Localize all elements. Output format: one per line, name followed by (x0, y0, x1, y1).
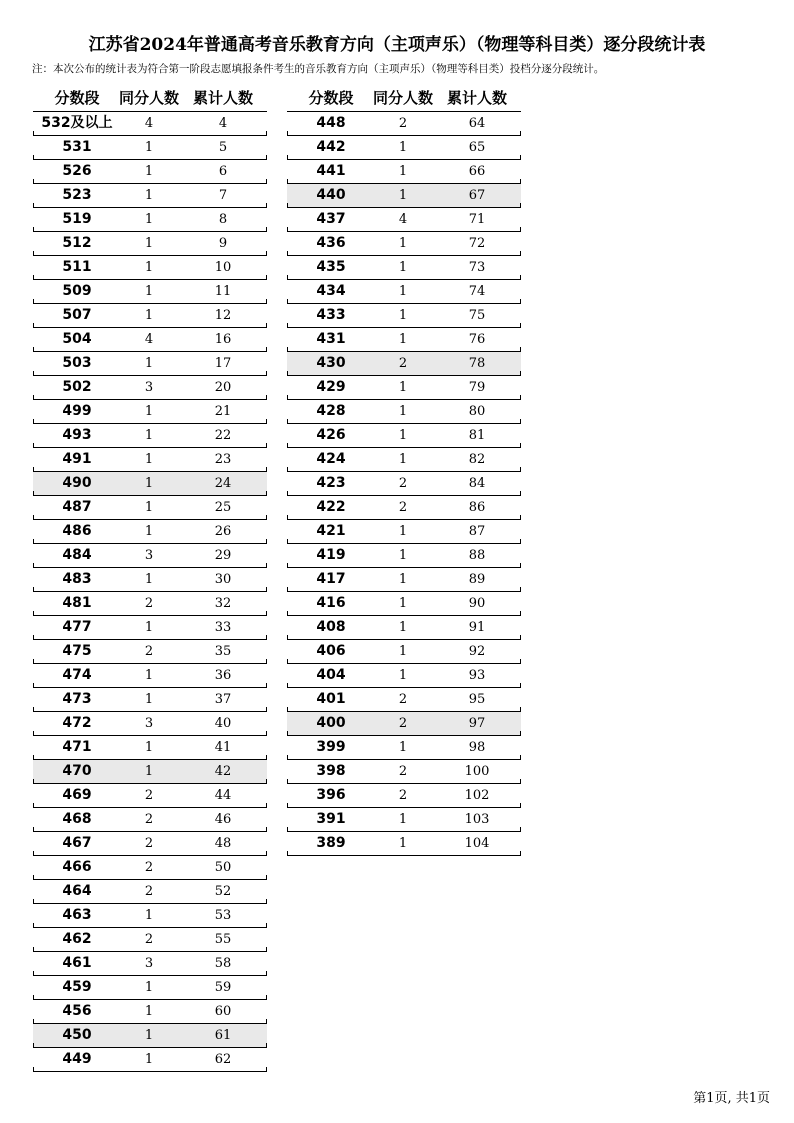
same-count-cell: 3 (144, 548, 154, 563)
score-cell: 509 (62, 283, 92, 299)
cumulative-cell: 102 (464, 788, 490, 803)
table-row (287, 136, 521, 160)
header-score-range: 分数段 (308, 89, 354, 107)
cumulative-cell: 6 (218, 164, 228, 179)
cumulative-cell: 74 (468, 284, 486, 299)
table-row (287, 472, 521, 496)
same-count-cell: 1 (144, 452, 154, 467)
cumulative-cell: 87 (468, 524, 486, 539)
cumulative-cell: 7 (218, 188, 228, 203)
cumulative-cell: 20 (214, 380, 232, 395)
score-cell: 436 (316, 235, 346, 251)
same-count-cell: 1 (144, 308, 154, 323)
table-row (287, 712, 521, 736)
same-count-cell: 1 (144, 428, 154, 443)
same-count-cell: 4 (144, 332, 154, 347)
table-header-right (287, 86, 521, 112)
table-header-left (33, 86, 267, 112)
same-count-cell: 1 (398, 524, 408, 539)
table-row (33, 592, 267, 616)
score-cell: 396 (316, 787, 346, 803)
same-count-cell: 1 (144, 164, 154, 179)
score-cell: 419 (316, 547, 346, 563)
cumulative-cell: 22 (214, 428, 232, 443)
table-row (287, 760, 521, 784)
score-cell: 481 (62, 595, 92, 611)
header-score-range: 分数段 (54, 89, 100, 107)
same-count-cell: 1 (398, 620, 408, 635)
cumulative-cell: 79 (468, 380, 486, 395)
score-cell: 398 (316, 763, 346, 779)
score-cell: 473 (62, 691, 92, 707)
table-row (287, 232, 521, 256)
cumulative-cell: 81 (468, 428, 486, 443)
score-cell: 462 (62, 931, 92, 947)
table-row (287, 568, 521, 592)
same-count-cell: 1 (398, 836, 408, 851)
cumulative-cell: 66 (468, 164, 486, 179)
cumulative-cell: 17 (214, 356, 232, 371)
same-count-cell: 1 (144, 284, 154, 299)
table-row (33, 784, 267, 808)
same-count-cell: 1 (144, 620, 154, 635)
cumulative-cell: 26 (214, 524, 232, 539)
same-count-cell: 2 (398, 716, 408, 731)
cumulative-cell: 72 (468, 236, 486, 251)
cumulative-cell: 30 (214, 572, 232, 587)
table-body-right (287, 112, 521, 856)
same-count-cell: 2 (144, 860, 154, 875)
table-row (33, 976, 267, 1000)
cumulative-cell: 82 (468, 452, 486, 467)
score-cell: 483 (62, 571, 92, 587)
same-count-cell: 1 (144, 668, 154, 683)
table-row (33, 208, 267, 232)
table-row (33, 832, 267, 856)
score-cell: 399 (316, 739, 346, 755)
same-count-cell: 1 (398, 404, 408, 419)
same-count-cell: 2 (398, 788, 408, 803)
score-cell: 389 (316, 835, 346, 851)
score-cell: 431 (316, 331, 346, 347)
table-row (287, 832, 521, 856)
cumulative-cell: 53 (214, 908, 232, 923)
cumulative-cell: 50 (214, 860, 232, 875)
table-row (33, 448, 267, 472)
table-row (33, 1024, 267, 1048)
table-row (33, 520, 267, 544)
table-row (33, 688, 267, 712)
same-count-cell: 4 (144, 116, 154, 131)
table-row (287, 808, 521, 832)
score-cell: 475 (62, 643, 92, 659)
score-cell: 531 (62, 139, 92, 155)
same-count-cell: 1 (144, 404, 154, 419)
score-cell: 502 (62, 379, 92, 395)
cumulative-cell: 12 (214, 308, 232, 323)
same-count-cell: 1 (398, 572, 408, 587)
score-cell: 467 (62, 835, 92, 851)
cumulative-cell: 25 (214, 500, 232, 515)
table-row (287, 592, 521, 616)
score-table-right (287, 86, 521, 856)
score-cell: 507 (62, 307, 92, 323)
cumulative-cell: 41 (214, 740, 232, 755)
score-cell: 434 (316, 283, 346, 299)
score-cell: 503 (62, 355, 92, 371)
table-row (33, 664, 267, 688)
same-count-cell: 2 (398, 476, 408, 491)
score-cell: 442 (316, 139, 346, 155)
cumulative-cell: 86 (468, 500, 486, 515)
table-row (33, 640, 267, 664)
cumulative-cell: 65 (468, 140, 486, 155)
cumulative-cell: 88 (468, 548, 486, 563)
cumulative-cell: 55 (214, 932, 232, 947)
table-row (33, 1000, 267, 1024)
header-same-score-count: 同分人数 (372, 89, 433, 107)
cumulative-cell: 58 (214, 956, 232, 971)
cumulative-cell: 16 (214, 332, 232, 347)
cumulative-cell: 42 (214, 764, 232, 779)
score-cell: 463 (62, 907, 92, 923)
score-cell: 486 (62, 523, 92, 539)
score-cell: 417 (316, 571, 346, 587)
score-cell: 526 (62, 163, 92, 179)
table-body-left (33, 112, 267, 1072)
cumulative-cell: 64 (468, 116, 486, 131)
score-cell: 470 (62, 763, 92, 779)
table-row (287, 496, 521, 520)
table-row (33, 736, 267, 760)
table-row (287, 376, 521, 400)
same-count-cell: 1 (144, 740, 154, 755)
same-count-cell: 1 (144, 1004, 154, 1019)
cumulative-cell: 4 (218, 116, 228, 131)
score-cell: 426 (316, 427, 346, 443)
same-count-cell: 1 (398, 260, 408, 275)
score-cell: 404 (316, 667, 346, 683)
header-same-score-count: 同分人数 (118, 89, 179, 107)
cumulative-cell: 60 (214, 1004, 232, 1019)
score-cell: 408 (316, 619, 346, 635)
same-count-cell: 1 (398, 332, 408, 347)
score-cell: 504 (62, 331, 92, 347)
cumulative-cell: 37 (214, 692, 232, 707)
cumulative-cell: 76 (468, 332, 486, 347)
score-cell: 429 (316, 379, 346, 395)
cumulative-cell: 8 (218, 212, 228, 227)
header-cumulative-count: 累计人数 (446, 89, 507, 107)
score-cell: 435 (316, 259, 346, 275)
same-count-cell: 2 (398, 692, 408, 707)
score-cell: 441 (316, 163, 346, 179)
same-count-cell: 1 (144, 500, 154, 515)
score-cell: 487 (62, 499, 92, 515)
score-cell: 499 (62, 403, 92, 419)
cumulative-cell: 95 (468, 692, 486, 707)
same-count-cell: 1 (398, 284, 408, 299)
table-row (33, 496, 267, 520)
score-cell: 466 (62, 859, 92, 875)
cumulative-cell: 97 (468, 716, 486, 731)
score-cell: 493 (62, 427, 92, 443)
table-row (33, 400, 267, 424)
score-cell: 437 (316, 211, 346, 227)
table-row (287, 736, 521, 760)
same-count-cell: 1 (144, 764, 154, 779)
table-row (33, 328, 267, 352)
score-cell: 391 (316, 811, 346, 827)
table-row (287, 184, 521, 208)
score-cell: 430 (316, 355, 346, 371)
score-cell: 400 (316, 715, 346, 731)
same-count-cell: 1 (398, 812, 408, 827)
score-cell: 484 (62, 547, 92, 563)
table-row (287, 256, 521, 280)
cumulative-cell: 61 (214, 1028, 232, 1043)
same-count-cell: 2 (144, 884, 154, 899)
cumulative-cell: 5 (218, 140, 228, 155)
cumulative-cell: 103 (464, 812, 490, 827)
table-row (287, 688, 521, 712)
score-cell: 456 (62, 1003, 92, 1019)
table-row (287, 784, 521, 808)
score-cell: 468 (62, 811, 92, 827)
score-cell: 512 (62, 235, 92, 251)
same-count-cell: 1 (398, 188, 408, 203)
cumulative-cell: 71 (468, 212, 486, 227)
same-count-cell: 1 (144, 1052, 154, 1067)
same-count-cell: 1 (144, 260, 154, 275)
page-title: 江苏省2024年普通高考音乐教育方向（主项声乐）（物理等科目类）逐分段统计表 (88, 35, 706, 55)
score-cell: 472 (62, 715, 92, 731)
same-count-cell: 1 (398, 308, 408, 323)
table-row (287, 664, 521, 688)
cumulative-cell: 84 (468, 476, 486, 491)
same-count-cell: 2 (398, 764, 408, 779)
table-row (33, 544, 267, 568)
same-count-cell: 2 (144, 932, 154, 947)
table-row (33, 952, 267, 976)
cumulative-cell: 52 (214, 884, 232, 899)
cumulative-cell: 73 (468, 260, 486, 275)
score-cell: 406 (316, 643, 346, 659)
same-count-cell: 1 (144, 476, 154, 491)
table-row (33, 352, 267, 376)
table-row (33, 112, 267, 136)
same-count-cell: 3 (144, 956, 154, 971)
table-row (33, 880, 267, 904)
cumulative-cell: 75 (468, 308, 486, 323)
score-cell: 422 (316, 499, 346, 515)
same-count-cell: 1 (144, 524, 154, 539)
table-row (33, 1048, 267, 1072)
score-cell: 459 (62, 979, 92, 995)
same-count-cell: 1 (398, 740, 408, 755)
same-count-cell: 1 (144, 356, 154, 371)
table-row (33, 232, 267, 256)
same-count-cell: 1 (144, 236, 154, 251)
same-count-cell: 2 (144, 644, 154, 659)
table-row (287, 544, 521, 568)
same-count-cell: 1 (398, 668, 408, 683)
table-row (33, 856, 267, 880)
score-cell: 471 (62, 739, 92, 755)
score-cell: 519 (62, 211, 92, 227)
table-row (33, 568, 267, 592)
same-count-cell: 1 (398, 140, 408, 155)
same-count-cell: 3 (144, 380, 154, 395)
table-row (287, 160, 521, 184)
same-count-cell: 1 (398, 452, 408, 467)
table-row (287, 400, 521, 424)
same-count-cell: 1 (144, 692, 154, 707)
table-row (33, 760, 267, 784)
score-cell: 532及以上 (41, 115, 113, 131)
cumulative-cell: 67 (468, 188, 486, 203)
score-cell: 461 (62, 955, 92, 971)
same-count-cell: 1 (144, 572, 154, 587)
score-cell: 440 (316, 187, 346, 203)
cumulative-cell: 92 (468, 644, 486, 659)
table-row (287, 352, 521, 376)
same-count-cell: 3 (144, 716, 154, 731)
same-count-cell: 1 (398, 236, 408, 251)
table-row (287, 448, 521, 472)
same-count-cell: 1 (144, 212, 154, 227)
cumulative-cell: 48 (214, 836, 232, 851)
cumulative-cell: 29 (214, 548, 232, 563)
table-row (33, 904, 267, 928)
table-row (33, 616, 267, 640)
table-row (287, 520, 521, 544)
cumulative-cell: 33 (214, 620, 232, 635)
header-cumulative-count: 累计人数 (192, 89, 253, 107)
same-count-cell: 2 (144, 788, 154, 803)
cumulative-cell: 36 (214, 668, 232, 683)
score-table-left (33, 86, 267, 1072)
same-count-cell: 1 (398, 428, 408, 443)
score-cell: 448 (316, 115, 346, 131)
cumulative-cell: 10 (214, 260, 232, 275)
cumulative-cell: 78 (468, 356, 486, 371)
same-count-cell: 2 (144, 836, 154, 851)
score-cell: 423 (316, 475, 346, 491)
cumulative-cell: 32 (214, 596, 232, 611)
score-cell: 416 (316, 595, 346, 611)
score-cell: 449 (62, 1051, 92, 1067)
page-number: 第1页, 共1页 (693, 1091, 770, 1106)
same-count-cell: 1 (144, 980, 154, 995)
cumulative-cell: 91 (468, 620, 486, 635)
table-row (287, 280, 521, 304)
table-row (33, 160, 267, 184)
table-row (287, 616, 521, 640)
cumulative-cell: 24 (214, 476, 232, 491)
score-cell: 424 (316, 451, 346, 467)
same-count-cell: 4 (398, 212, 408, 227)
same-count-cell: 1 (398, 380, 408, 395)
table-row (287, 112, 521, 136)
score-cell: 421 (316, 523, 346, 539)
table-row (33, 928, 267, 952)
table-row (33, 376, 267, 400)
table-row (33, 712, 267, 736)
table-row (287, 304, 521, 328)
table-row (287, 208, 521, 232)
table-row (33, 808, 267, 832)
cumulative-cell: 44 (214, 788, 232, 803)
table-row (33, 304, 267, 328)
cumulative-cell: 59 (214, 980, 232, 995)
same-count-cell: 2 (398, 500, 408, 515)
same-count-cell: 1 (398, 596, 408, 611)
same-count-cell: 1 (144, 1028, 154, 1043)
table-row (33, 280, 267, 304)
same-count-cell: 1 (398, 164, 408, 179)
same-count-cell: 1 (398, 644, 408, 659)
cumulative-cell: 21 (214, 404, 232, 419)
cumulative-cell: 11 (214, 284, 232, 299)
score-cell: 490 (62, 475, 92, 491)
cumulative-cell: 46 (214, 812, 232, 827)
score-cell: 428 (316, 403, 346, 419)
score-cell: 474 (62, 667, 92, 683)
table-row (33, 424, 267, 448)
table-row (287, 328, 521, 352)
same-count-cell: 1 (144, 908, 154, 923)
cumulative-cell: 98 (468, 740, 486, 755)
cumulative-cell: 40 (214, 716, 232, 731)
cumulative-cell: 90 (468, 596, 486, 611)
cumulative-cell: 100 (464, 764, 490, 779)
table-row (33, 136, 267, 160)
score-cell: 477 (62, 619, 92, 635)
same-count-cell: 2 (398, 116, 408, 131)
score-cell: 433 (316, 307, 346, 323)
score-cell: 450 (62, 1027, 92, 1043)
table-row (287, 640, 521, 664)
cumulative-cell: 80 (468, 404, 486, 419)
table-row (33, 256, 267, 280)
score-cell: 469 (62, 787, 92, 803)
table-row (287, 424, 521, 448)
table-note: 注：本次公布的统计表为符合第一阶段志愿填报条件考生的音乐教育方向（主项声乐）（物理等科目类）投档分逐分段统计。 (32, 63, 605, 75)
score-cell: 511 (62, 259, 92, 275)
cumulative-cell: 104 (464, 836, 490, 851)
cumulative-cell: 93 (468, 668, 486, 683)
cumulative-cell: 23 (214, 452, 232, 467)
score-cell: 401 (316, 691, 346, 707)
same-count-cell: 2 (398, 356, 408, 371)
cumulative-cell: 9 (218, 236, 228, 251)
same-count-cell: 1 (144, 188, 154, 203)
score-cell: 464 (62, 883, 92, 899)
cumulative-cell: 35 (214, 644, 232, 659)
score-cell: 491 (62, 451, 92, 467)
score-cell: 523 (62, 187, 92, 203)
table-row (33, 472, 267, 496)
cumulative-cell: 62 (214, 1052, 232, 1067)
same-count-cell: 1 (398, 548, 408, 563)
same-count-cell: 1 (144, 140, 154, 155)
cumulative-cell: 89 (468, 572, 486, 587)
table-row (33, 184, 267, 208)
same-count-cell: 2 (144, 596, 154, 611)
same-count-cell: 2 (144, 812, 154, 827)
